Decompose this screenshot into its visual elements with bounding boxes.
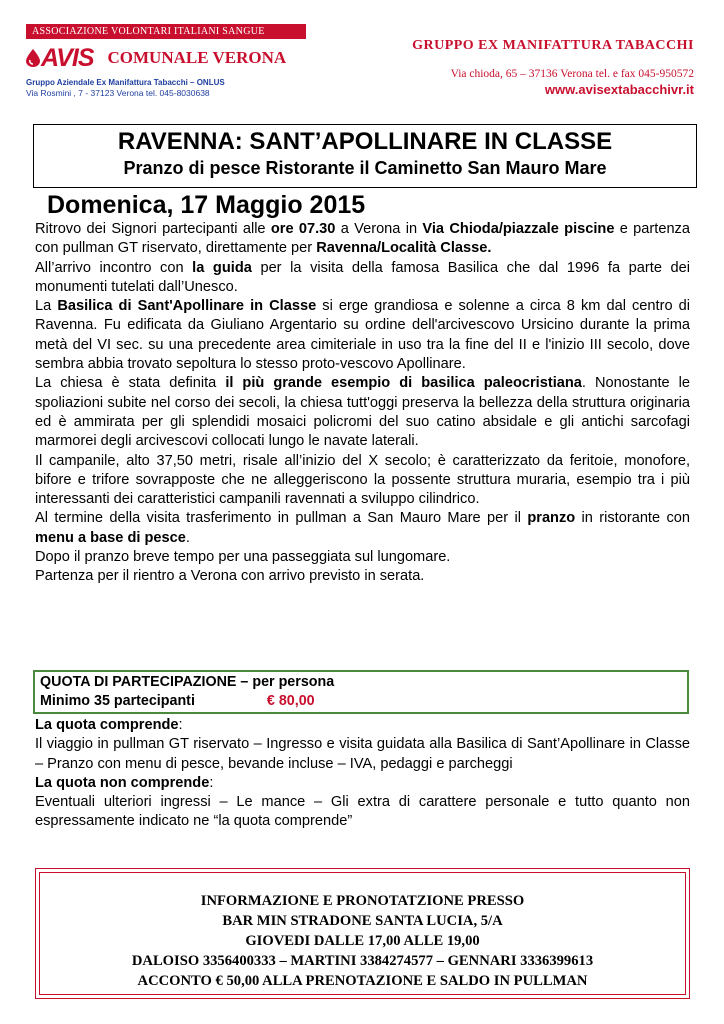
comprende-heading: La quota comprende:: [35, 717, 183, 733]
paragraph-return: Partenza per il rientro a Verona con arrivo previsto in serata.: [35, 568, 425, 585]
header-left: [26, 24, 326, 98]
group-address: Via chioda, 65 – 37136 Verona tel. e fax 045-950572: [450, 68, 694, 80]
page-title: RAVENNA: SANT’APOLLINARE IN CLASSE: [117, 128, 613, 155]
paragraph-campanile: Il campanile, alto 37,50 metri, risale all’inizio del X secolo; è caratterizzato da feritoie, monofore, bifore e trifore sovrapposte che ne alleggeriscono la possente struttura muraria, esempio tra i più interessanti dei caratteristici campanili ravennati a sviluppo cilindrico.: [35, 452, 690, 508]
paragraph-meeting: Ritrovo dei Signori partecipanti alle ore 07.30 a Verona in Via Chioda/piazzale piscine e partenza con pullman GT riservato, direttamente per Ravenna/Località Classe.: [35, 221, 690, 257]
comprende-text: Il viaggio in pullman GT riservato – Ingresso e visita guidata alla Basilica di Sant’Apollinare in Classe – Pranzo con menu di pesce, bevande incluse – IVA, pedaggi e parcheggi: [35, 736, 690, 772]
website-link[interactable]: www.avisextabacchivr.it: [544, 82, 694, 97]
association-banner: ASSOCIAZIONE VOLONTARI ITALIANI SANGUE: [26, 24, 306, 39]
quota-minimum: Minimo 35 partecipanti: [40, 693, 195, 709]
quota-price: € 80,00: [266, 693, 315, 709]
info-line: ACCONTO € 50,00 ALLA PRENOTAZIONE E SALDO IN PULLMAN: [137, 973, 588, 989]
paragraph-guide: All’arrivo incontro con la guida per la visita della famosa Basilica che dal 1996 fa parte dei monumenti tutelati dall’Unesco.: [35, 259, 690, 295]
avis-logo: [26, 45, 94, 71]
comunale-title: COMUNALE VERONA: [107, 48, 287, 67]
page-subtitle: Pranzo di pesce Ristorante il Caminetto San Mauro Mare: [123, 158, 607, 178]
quota-box: [33, 670, 689, 714]
info-line: INFORMAZIONE E PRONOTATZIONE PRESSO: [200, 893, 525, 909]
info-line: GIOVEDI DALLE 17,00 ALLE 19,00: [245, 933, 480, 949]
avis-logo-text: AVIS: [41, 44, 94, 72]
itinerary-text: [35, 220, 690, 587]
gruppo-aziendale: Gruppo Aziendale Ex Manifattura Tabacchi – ONLUS: [26, 78, 225, 87]
info-line: BAR MIN STRADONE SANTA LUCIA, 5/A: [222, 913, 503, 929]
left-address: Via Rosmini , 7 - 37123 Verona tel. 045-8030638: [26, 88, 210, 98]
info-inner: [39, 872, 686, 995]
paragraph-lunch: Al termine della visita trasferimento in pullman a San Mauro Mare per il pranzo in ristorante con menu a base di pesce.: [35, 510, 690, 546]
info-line: DALOISO 3356400333 – MARTINI 3384274577 – GENNARI 3336399613: [131, 953, 594, 969]
paragraph-church: La chiesa è stata definita il più grande esempio di basilica paleocristiana. Nonostante le spoliazioni subite nel corso dei secoli, la chiesa tutt'oggi preserva la bellezza della struttura originaria ed è ammirata per gli splendidi mosaici policromi del suo catino absidale e gli antichi sarcofagi marmorei degli arcivescovi collocati lungo le navate laterali.: [35, 375, 691, 450]
title-box: [33, 124, 697, 188]
group-title: GRUPPO EX MANIFATTURA TABACCHI: [412, 38, 694, 53]
info-box: [35, 868, 690, 999]
quota-details: [35, 716, 690, 832]
quota-title: QUOTA DI PARTECIPAZIONE – per persona: [40, 674, 335, 690]
paragraph-walk: Dopo il pranzo breve tempo per una passeggiata sul lungomare.: [35, 549, 451, 566]
blood-drop-icon: [26, 49, 40, 67]
header-right: [354, 38, 694, 97]
event-date: Domenica, 17 Maggio 2015: [47, 191, 366, 219]
non-comprende-heading: La quota non comprende:: [35, 774, 214, 791]
avis-row: [26, 45, 326, 71]
paragraph-basilica: La Basilica di Sant'Apollinare in Classe si erge grandiosa e solenne a circa 8 km dal centro di Ravenna. Fu edificata da Giuliano Argentario su ordine dell'arcivescovo Ursicino durante la prima metà del VI sec. su una precedente area cimiteriale in uso tra la fine del II e l'inizio III secolo, dove sembra abbia trovato sepoltura lo stesso proto-vescovo Apollinare.: [35, 298, 690, 373]
non-comprende-text: Eventuali ulteriori ingressi – Le mance – Gli extra di carattere personale e tutto quanto non espressamente indicato ne “la quota comprende”: [35, 794, 690, 830]
quota-row: [40, 692, 687, 711]
